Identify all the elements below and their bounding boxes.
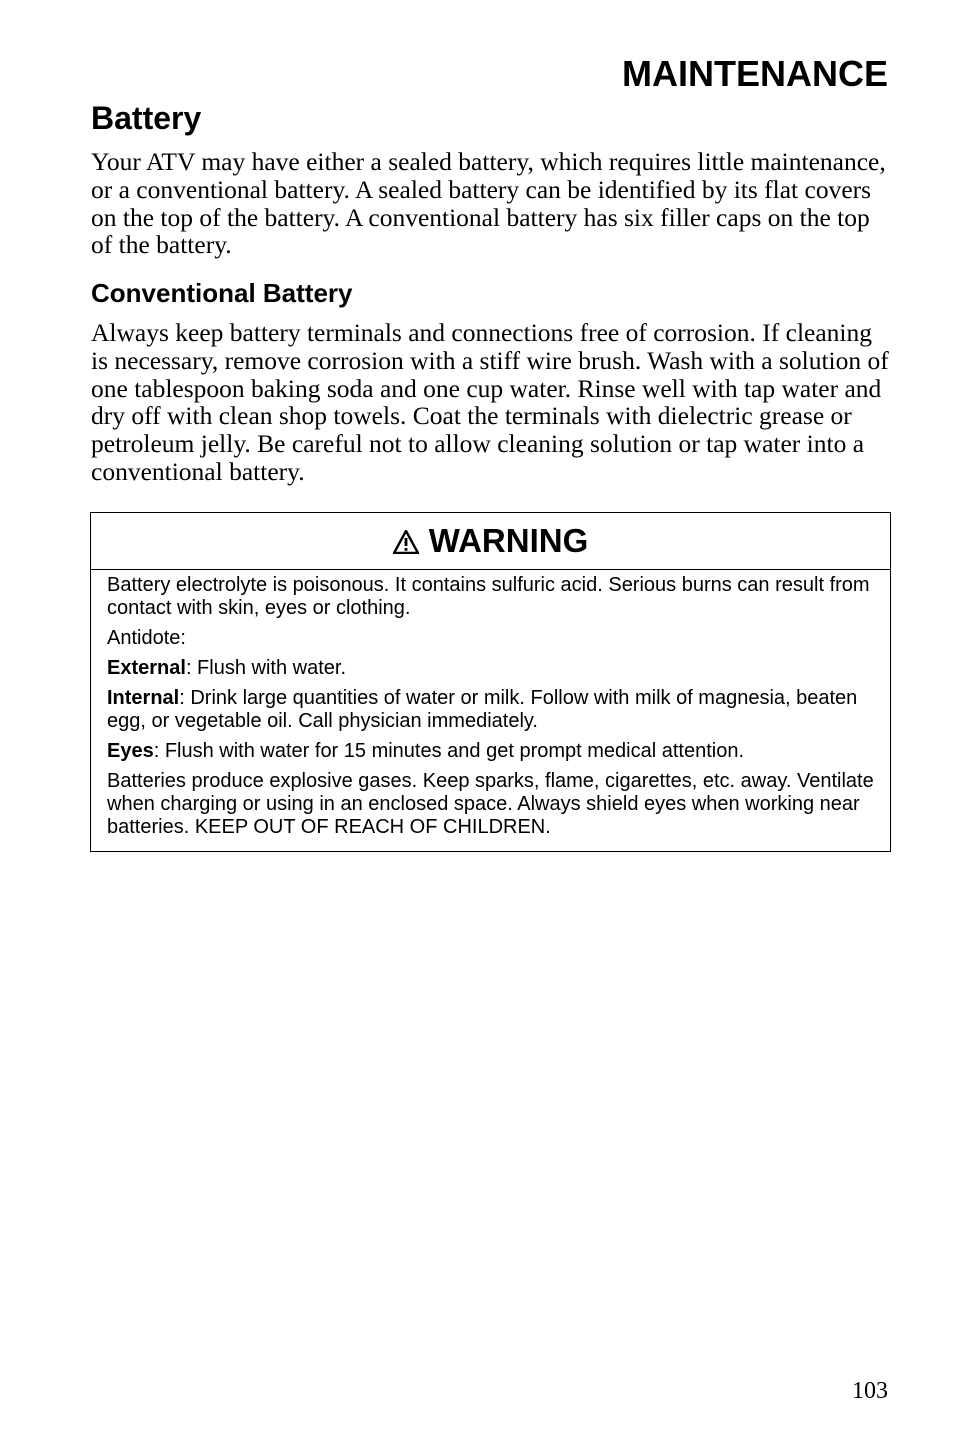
internal-text: : Drink large quantities of water or milk. Follow with milk of magnesia, beaten egg, or vegetable oil. Call physician immediately. <box>107 687 858 732</box>
internal-label: Internal <box>107 687 180 709</box>
warning-header <box>91 513 890 570</box>
external-text: : Flush with water. <box>185 657 346 679</box>
warning-external <box>107 657 874 680</box>
battery-paragraph: Your ATV may have either a sealed battery, which requires little maintenance, or a conventional battery. A sealed battery can be identified by its flat covers on the top of the battery. A conventional battery has six filler caps on the top of the battery. <box>91 147 886 260</box>
conventional-battery-heading: Conventional Battery <box>91 278 353 308</box>
warning-intro: Battery electrolyte is poisonous. It contains sulfuric acid. Serious burns can result from contact with skin, eyes or clothing. <box>107 574 870 619</box>
warning-title: WARNING <box>428 522 589 559</box>
page-number: 103 <box>852 1378 888 1404</box>
battery-heading: Battery <box>91 100 202 136</box>
eyes-label: Eyes <box>107 740 154 762</box>
eyes-text: : Flush with water for 15 minutes and get prompt medical attention. <box>153 740 745 762</box>
warning-internal <box>107 687 874 733</box>
warning-box <box>90 512 891 852</box>
warning-closing: Batteries produce explosive gases. Keep sparks, flame, cigarettes, etc. away. Ventilate when charging or using in an enclosed space. Always shield eyes when working near batteries. KEEP OUT OF REACH OF CHILDREN. <box>107 770 874 838</box>
warning-antidote: Antidote: <box>107 627 186 649</box>
external-label: External <box>107 657 186 679</box>
warning-eyes <box>107 740 874 763</box>
section-header: MAINTENANCE <box>622 53 888 94</box>
warning-triangle-icon <box>393 530 419 554</box>
conventional-battery-paragraph: Always keep battery terminals and connections free of corrosion. If cleaning is necessary, remove corrosion with a stiff wire brush. Wash with a solution of one tablespoon baking soda and one cup water. Rinse well with tap water and dry off with clean shop towels. Coat the terminals with dielectric grease or petroleum jelly. Be careful not to allow cleaning solution or tap water into a conventional battery. <box>91 318 889 486</box>
warning-body <box>91 570 890 839</box>
